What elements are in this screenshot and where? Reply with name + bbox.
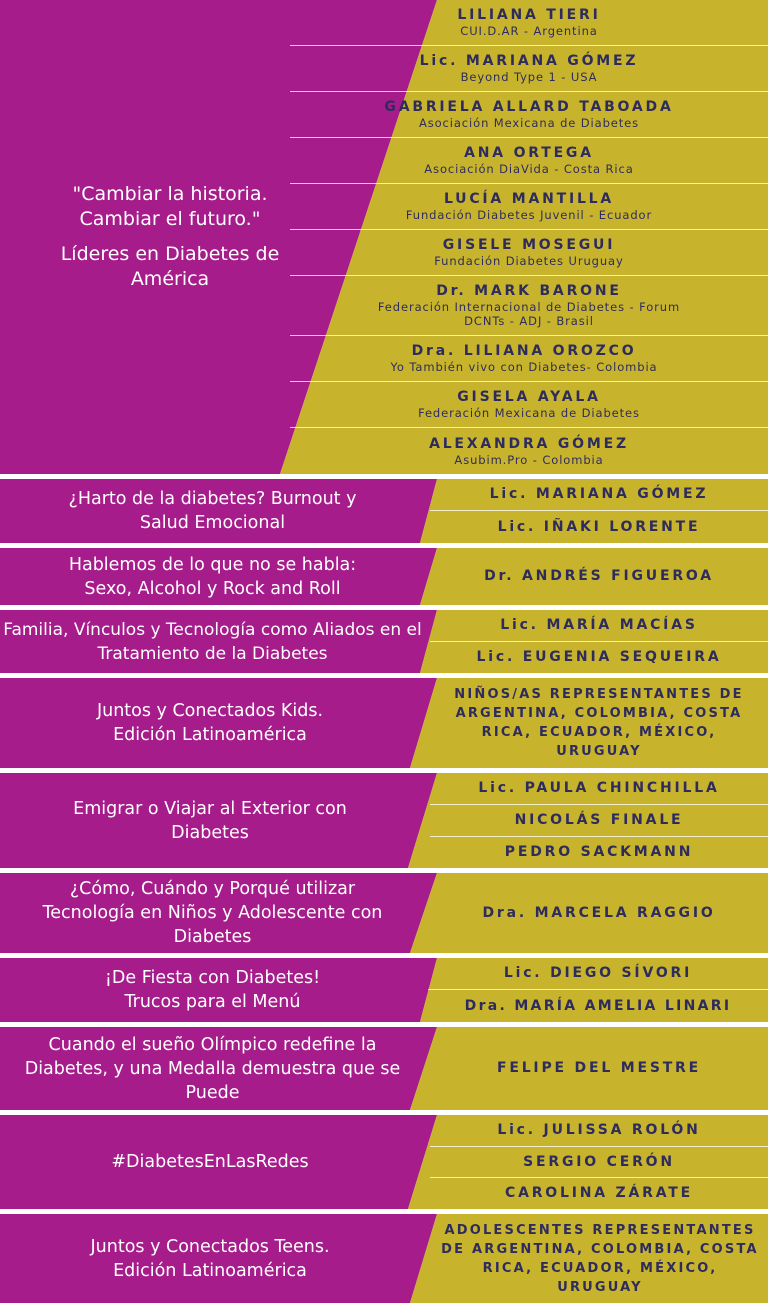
speaker-name: Dr. ANDRÉS FIGUEROA — [484, 568, 714, 584]
session-speakers — [440, 1214, 760, 1303]
leader-org: Federación Mexicana de Diabetes — [418, 406, 640, 420]
leader-item — [290, 230, 768, 275]
leader-item — [290, 382, 768, 427]
leaders-block — [0, 0, 768, 474]
session-topic: #DiabetesEnLasRedes — [111, 1152, 309, 1172]
session-topic: Juntos y Conectados Kids. Edición Latinoamérica — [96, 701, 324, 745]
session-speakers — [430, 479, 768, 543]
leader-item — [280, 336, 768, 381]
leader-name: Dr. MARK BARONE — [436, 283, 622, 299]
session-topic: Juntos y Conectados Teens. Edición Latinoamérica — [90, 1236, 330, 1281]
speaker-name: Lic. JULISSA ROLÓN — [497, 1122, 701, 1138]
speaker-name: PEDRO SACKMANN — [504, 844, 694, 860]
session-topic: Hablemos de lo que no se habla: Sexo, Alcohol y Rock and Roll — [68, 554, 357, 599]
speaker-name: SERGIO CERÓN — [523, 1153, 675, 1170]
speaker-name: ADOLESCENTES REPRESENTANTES DE ARGENTINA, COLOMBIA, COSTA RICA, ECUADOR, MÉXICO, URUGUAY — [441, 1222, 759, 1295]
speaker-name: FELIPE DEL MESTRE — [496, 1060, 701, 1076]
session-topic: ¿Cómo, Cuándo y Porqué utilizar Tecnología en Niños y Adolescente con Diabetes — [42, 879, 383, 947]
session-block — [0, 548, 768, 605]
leader-name: Dra. LILIANA OROZCO — [411, 343, 637, 359]
session-speakers — [430, 548, 768, 605]
leader-org: Fundación Diabetes Juvenil - Ecuador — [405, 208, 653, 222]
leader-name: ANA ORTEGA — [464, 145, 594, 161]
session-topic: ¿Harto de la diabetes? Burnout y Salud Emocional — [68, 489, 357, 533]
leader-org: Asociación DiaVida - Costa Rica — [424, 162, 634, 176]
leader-name: Lic. MARIANA GÓMEZ — [419, 53, 639, 69]
header-quote: "Cambiar la historia. Cambiar el futuro." — [72, 183, 268, 230]
session-block — [0, 873, 768, 953]
leader-item — [290, 184, 768, 229]
session-topic: Emigrar o Viajar al Exterior con Diabetes — [73, 798, 347, 843]
session-speakers — [428, 958, 768, 1022]
leader-item — [290, 276, 768, 335]
session-block — [0, 610, 768, 673]
session-block — [0, 479, 768, 543]
leader-name: GABRIELA ALLARD TABOADA — [384, 99, 674, 115]
leader-org: Asociación Mexicana de Diabetes — [418, 116, 640, 130]
session-topic: Cuando el sueño Olímpico redefine la Diabetes, y una Medalla demuestra que se Puede — [24, 1034, 401, 1103]
session-topic: Familia, Vínculos y Tecnología como Aliados en el Tratamiento de la Diabetes — [3, 619, 422, 664]
speaker-name: Dra. MARCELA RAGGIO — [482, 904, 716, 921]
leaders-list — [290, 0, 768, 474]
leader-name: LUCÍA MANTILLA — [443, 191, 615, 207]
header-title: Líderes en Diabetes de América — [60, 243, 280, 290]
speaker-name: Lic. PAULA CHINCHILLA — [478, 780, 720, 796]
session-speakers — [430, 1027, 768, 1110]
leader-org: Federación Internacional de Diabetes - Forum DCNTs - ADJ - Brasil — [377, 300, 681, 328]
leader-org: Yo También vivo con Diabetes- Colombia — [390, 360, 658, 374]
speaker-name: Lic. MARIANA GÓMEZ — [489, 486, 709, 502]
speaker-name: Lic. DIEGO SÍVORI — [503, 965, 693, 981]
session-speakers — [430, 773, 768, 868]
session-speakers — [430, 610, 768, 673]
speaker-name: Lic. MARÍA MACÍAS — [500, 617, 698, 633]
leader-item — [290, 92, 768, 137]
session-block — [0, 1115, 768, 1209]
session-block — [0, 1214, 768, 1303]
leader-item — [290, 0, 768, 45]
leader-item — [290, 46, 768, 91]
speaker-name: NICOLÁS FINALE — [514, 812, 684, 828]
leader-name: ALEXANDRA GÓMEZ — [429, 435, 629, 452]
leader-org: Fundación Diabetes Uruguay — [434, 254, 624, 268]
speaker-name: Lic. EUGENIA SEQUEIRA — [476, 649, 722, 665]
session-speakers — [430, 873, 768, 953]
leader-org: Beyond Type 1 - USA — [460, 70, 598, 84]
leader-org: Asubim.Pro - Colombia — [454, 452, 604, 467]
leaders-heading — [0, 0, 340, 474]
leader-name: GISELE MOSEGUI — [442, 237, 616, 253]
session-speakers — [438, 678, 760, 768]
leader-name: LILIANA TIERI — [457, 7, 601, 23]
session-block — [0, 678, 768, 768]
session-topic: ¡De Fiesta con Diabetes! Trucos para el Menú — [104, 968, 321, 1012]
speaker-name: Dra. MARÍA AMELIA LINARI — [464, 997, 732, 1014]
leader-item — [290, 428, 768, 474]
speaker-name: NIÑOS/AS REPRESENTANTES DE ARGENTINA, COLOMBIA, COSTA RICA, ECUADOR, MÉXICO, URUGUAY — [454, 687, 744, 759]
session-block — [0, 1027, 768, 1110]
leader-org: CUI.D.AR - Argentina — [460, 24, 598, 38]
session-block — [0, 958, 768, 1022]
speaker-name: Lic. IÑAKI LORENTE — [497, 518, 701, 535]
leader-name: GISELA AYALA — [457, 389, 601, 405]
speaker-name: CAROLINA ZÁRATE — [505, 1185, 693, 1201]
leader-item — [290, 138, 768, 183]
session-block — [0, 773, 768, 868]
session-speakers — [430, 1115, 768, 1209]
